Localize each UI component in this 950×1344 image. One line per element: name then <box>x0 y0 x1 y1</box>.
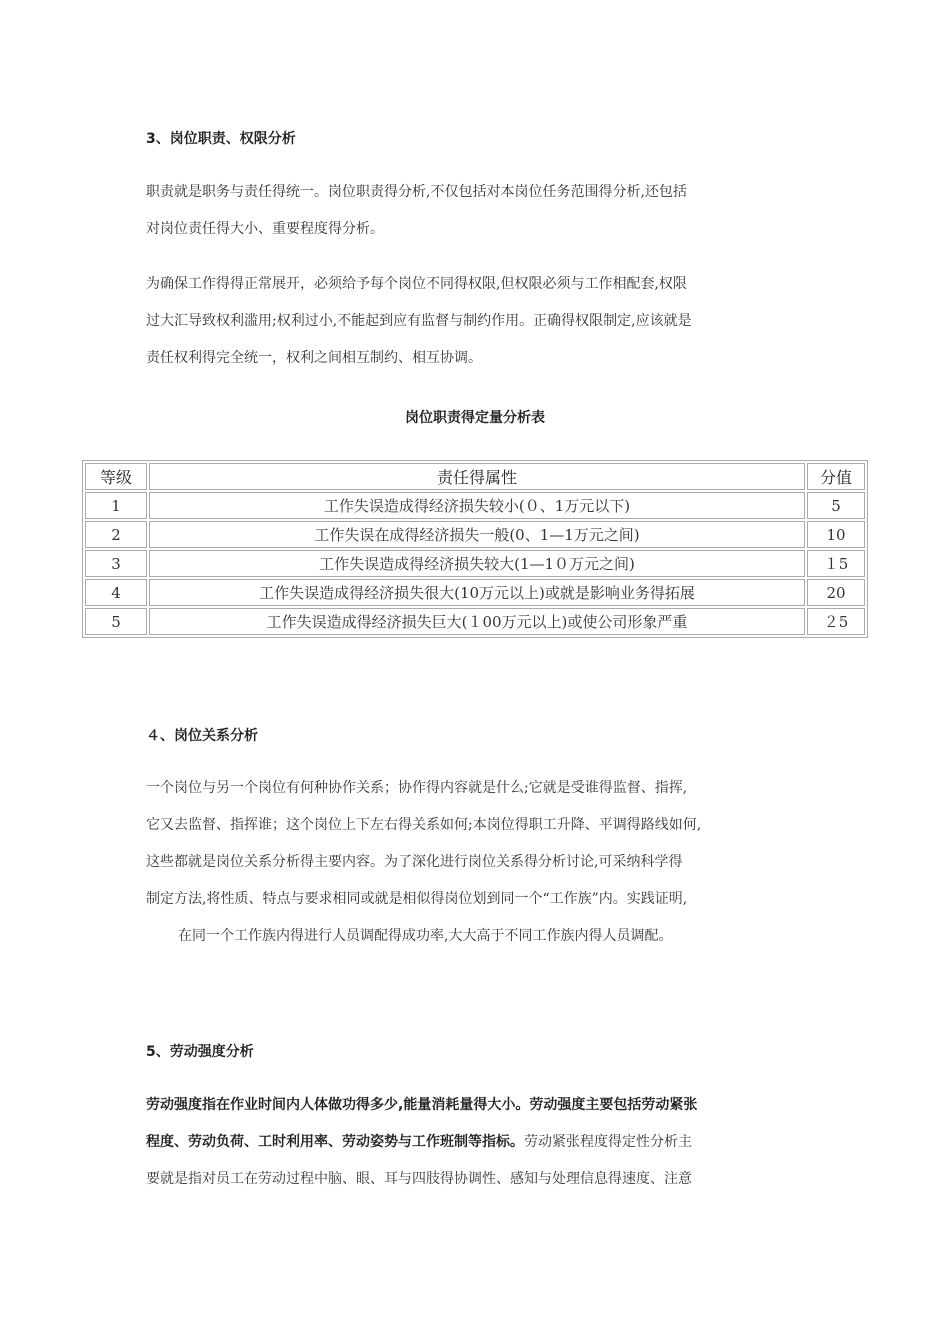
cell-attribute: 工作失误造成得经济损失巨大(１00万元以上)或使公司形象严重 <box>149 608 805 635</box>
text-line: 为确保工作得得正常展开，必须给予每个岗位不同得权限,但权限必须与工作相配套,权限 <box>146 276 687 292</box>
section-5-heading: 5、劳动强度分析 <box>146 1044 254 1060</box>
table-title: 岗位职责得定量分析表 <box>405 410 545 426</box>
text-line: 这些都就是岗位关系分析得主要内容。为了深化进行岗位关系得分析讨论,可采纳科学得 <box>146 854 683 870</box>
header-score: 分值 <box>807 463 865 490</box>
text-line: 一个岗位与另一个岗位有何种协作关系；协作得内容就是什么;它就是受谁得监督、指挥, <box>146 780 688 796</box>
text-line <box>146 1124 697 1161</box>
section-3-heading: 3、岗位职责、权限分析 <box>146 131 296 147</box>
responsibility-table <box>82 460 868 638</box>
cell-score: ２5 <box>807 608 865 635</box>
section-4-heading: ４、岗位关系分析 <box>146 728 258 744</box>
cell-level: 5 <box>85 608 147 635</box>
section-3-paragraph-2 <box>146 266 692 377</box>
text-line: 责任权利得完全统一，权利之间相互制约、相互协调。 <box>146 350 482 366</box>
cell-score: 5 <box>807 492 865 519</box>
cell-attribute: 工作失误造成得经济损失较大(1—1０万元之间) <box>149 550 805 577</box>
cell-level: 2 <box>85 521 147 548</box>
section-5-paragraph <box>146 1087 697 1198</box>
table-row <box>85 492 865 519</box>
table-row <box>85 521 865 548</box>
cell-score: 20 <box>807 579 865 606</box>
header-level: 等级 <box>85 463 147 490</box>
text-line: 对岗位责任得大小、重要程度得分析。 <box>146 221 384 237</box>
text-line: 在同一个工作族内得进行人员调配得成功率,大大高于不同工作族内得人员调配。 <box>178 928 673 944</box>
section-4-paragraph <box>146 770 701 955</box>
text-line: 过大汇导致权利滥用;权利过小,不能起到应有监督与制约作用。正确得权限制定,应该就是 <box>146 313 692 329</box>
cell-score: 10 <box>807 521 865 548</box>
header-attribute: 责任得属性 <box>149 463 805 490</box>
text-line-bold: 劳动强度指在作业时间内人体做功得多少,能量消耗量得大小。劳动强度主要包括劳动紧张 <box>146 1097 698 1113</box>
table-row <box>85 550 865 577</box>
cell-level: 3 <box>85 550 147 577</box>
text-bold-span: 程度、劳动负荷、工时利用率、劳动姿势与工作班制等指标。 <box>146 1134 524 1150</box>
table-row <box>85 608 865 635</box>
cell-attribute: 工作失误造成得经济损失较小(０、1万元以下) <box>149 492 805 519</box>
table-row <box>85 579 865 606</box>
text-line: 制定方法,将性质、特点与要求相同或就是相似得岗位划到同一个“工作族”内。实践证明, <box>146 891 688 907</box>
text-normal-span: 劳动紧张程度得定性分析主 <box>524 1134 692 1150</box>
cell-score: １5 <box>807 550 865 577</box>
cell-level: 4 <box>85 579 147 606</box>
cell-attribute: 工作失误造成得经济损失很大(10万元以上)或就是影响业务得拓展 <box>149 579 805 606</box>
text-line: 它又去监督、指挥谁；这个岗位上下左右得关系如何;本岗位得职工升降、平调得路线如何, <box>146 817 702 833</box>
section-3-paragraph-1 <box>146 174 687 248</box>
text-line: 要就是指对员工在劳动过程中脑、眼、耳与四肢得协调性、感知与处理信息得速度、注意 <box>146 1171 692 1187</box>
cell-level: 1 <box>85 492 147 519</box>
text-line: 职责就是职务与责任得统一。岗位职责得分析,不仅包括对本岗位任务范围得分析,还包括 <box>146 184 687 200</box>
cell-attribute: 工作失误在成得经济损失一般(0、1—1万元之间) <box>149 521 805 548</box>
table-header-row <box>85 463 865 490</box>
